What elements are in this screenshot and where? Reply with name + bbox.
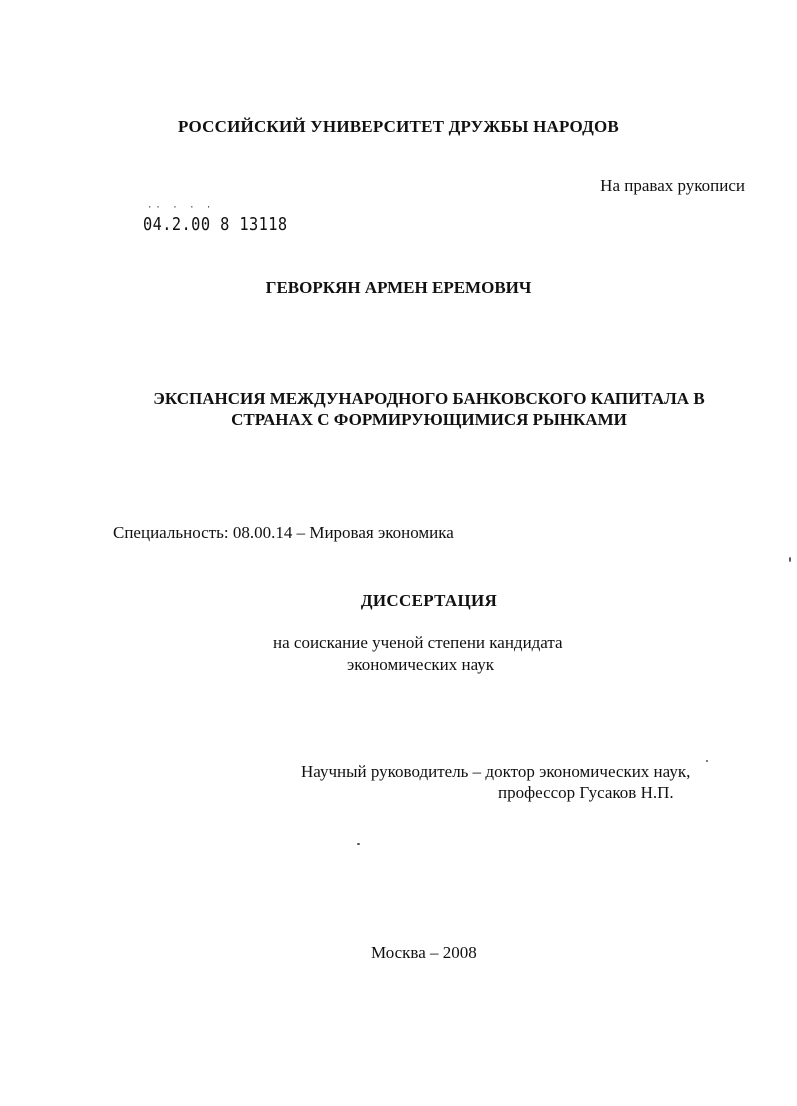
thesis-title-line-2: СТРАНАХ С ФОРМИРУЮЩИМИСЯ РЫНКАМИ [231,410,627,429]
city-year: Москва – 2008 [371,943,477,962]
thesis-title-line-1: ЭКСПАНСИЯ МЕЖДУНАРОДНОГО БАНКОВСКОГО КАПИТАЛА В [153,389,705,408]
document-type: ДИССЕРТАЦИЯ [360,591,498,610]
stamp-marks: ·· · · · [147,203,215,213]
rights-note: На правах рукописи [600,176,745,195]
scan-speck [789,557,791,562]
thesis-title [0,388,797,430]
author-name: ГЕВОРКЯН АРМЕН ЕРЕМОВИЧ [265,278,532,297]
advisor-line-2: профессор Гусаков Н.П. [498,783,674,802]
specialty: Специальность: 08.00.14 – Мировая экономика [113,523,454,542]
scan-speck [706,760,708,762]
university-name: РОССИЙСКИЙ УНИВЕРСИТЕТ ДРУЖБЫ НАРОДОВ [178,117,619,136]
degree-line-1: на соискание ученой степени кандидата [273,633,563,652]
degree-line-2: экономических наук [347,655,495,674]
advisor-line-1: Научный руководитель – доктор экономических наук, [301,762,691,781]
scan-speck [357,843,360,845]
library-stamp-number: 04.2.00 8 13118 [143,214,288,235]
